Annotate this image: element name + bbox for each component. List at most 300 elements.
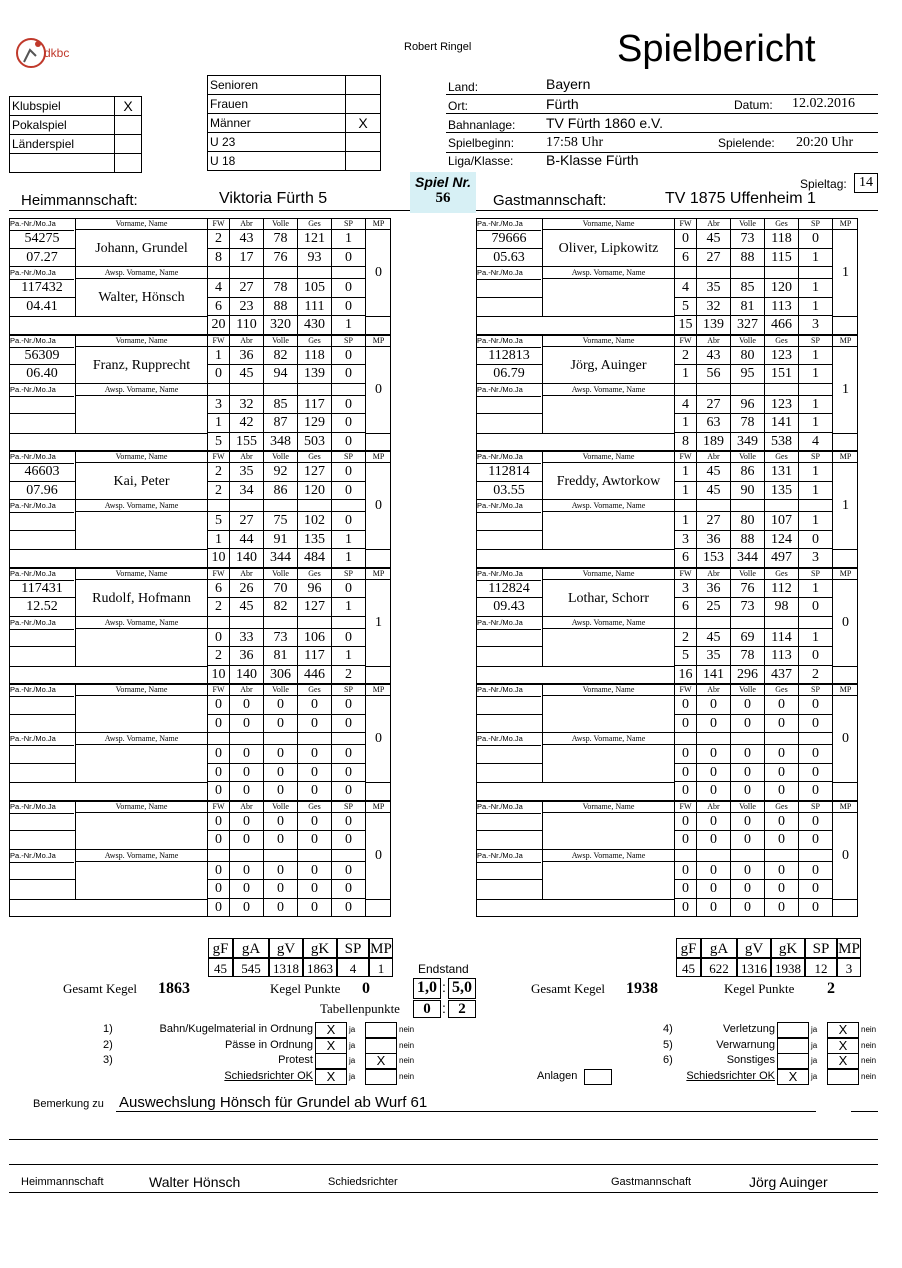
total-cell: 0 [798,782,832,801]
totals-header: MP [369,938,393,958]
player-pa: 112814 [476,463,542,482]
total-cell: 2 [331,666,365,685]
score-cell: 0 [229,813,263,832]
score-cell: 0 [229,831,263,850]
total-cell: 466 [764,316,798,335]
score-cell: 117 [297,396,331,415]
check-nein-box[interactable] [827,1069,859,1085]
score-cell: 88 [263,298,297,317]
nein-label: nein [399,1071,415,1081]
total-cell: 0 [798,899,832,918]
score-cell: 27 [696,512,730,531]
mp-cell: 0 [365,696,391,782]
check-nein-box[interactable]: X [827,1053,859,1069]
score-cell: 85 [263,396,297,415]
score-cell: 0 [730,715,764,734]
score-cell: 4 [674,396,696,415]
col-header-pa: Pa.-Nr./Mo.Ja [477,335,541,348]
total-cell: 5 [207,433,229,452]
category-mark[interactable] [346,95,381,114]
score-cell: 120 [764,279,798,298]
mp-total-cell [365,666,391,685]
empty-cell [798,733,832,745]
sub-pa [476,629,542,648]
player-name [542,696,674,733]
col-header-mp: MP [365,218,391,230]
col-header-volle: Volle [730,218,764,230]
score-cell: 85 [730,279,764,298]
col-header-volle: Volle [730,801,764,813]
score-cell: 0 [331,298,365,317]
score-cell: 0 [263,813,297,832]
total-row-left [9,433,207,452]
bahn-label: Bahnanlage: [448,118,516,132]
mp-cell: 0 [365,813,391,899]
col-header-pa: Pa.-Nr./Mo.Ja [477,568,541,581]
score-cell: 0 [764,813,798,832]
player-pa: 56309 [9,347,75,366]
total-cell: 497 [764,549,798,568]
total-cell: 320 [263,316,297,335]
score-cell: 0 [331,831,365,850]
col-header-abr: Abr [229,218,263,230]
score-cell: 82 [263,347,297,366]
sub-moja [9,647,75,666]
col-header-abr: Abr [696,335,730,347]
score-cell: 1 [798,279,832,298]
score-cell: 0 [331,365,365,384]
col-header-awsp: Awsp. Vorname, Name [75,733,207,745]
score-cell: 2 [207,463,229,482]
col-header-awsp: Awsp. Vorname, Name [75,850,207,862]
check-row [660,1053,890,1068]
score-cell: 135 [764,482,798,501]
col-header-volle: Volle [263,568,297,580]
mp-cell: 0 [832,813,858,899]
empty-cell [764,267,798,279]
score-cell: 1 [207,414,229,433]
col-header-name: Vorname, Name [542,451,674,463]
category-mark[interactable] [346,152,381,171]
total-cell: 10 [207,666,229,685]
score-cell: 0 [730,764,764,783]
player-pa [476,813,542,832]
totals-header: SP [805,938,837,958]
mp-total-cell [365,316,391,335]
col-header-pa: Pa.-Nr./Mo.Ja [10,500,74,513]
col-header-fw: FW [207,801,229,813]
score-cell: 0 [331,249,365,268]
col-header-ges: Ges [297,218,331,230]
total-cell: 538 [764,433,798,452]
score-cell: 0 [263,764,297,783]
score-cell: 0 [297,715,331,734]
col-header-sp: SP [798,801,832,813]
score-cell: 45 [696,629,730,648]
player-moja: 07.27 [9,249,75,268]
score-cell: 86 [730,463,764,482]
empty-cell [331,267,365,279]
score-cell: 0 [263,862,297,881]
score-cell: 0 [730,862,764,881]
score-cell: 0 [730,696,764,715]
score-cell: 0 [331,463,365,482]
check-nein-box[interactable]: X [365,1053,397,1069]
score-cell: 33 [229,629,263,648]
mp-cell: 1 [832,230,858,316]
check-nein-box[interactable]: X [827,1038,859,1054]
game_type-label: Klubspiel [10,97,115,116]
score-cell: 1 [798,463,832,482]
total-cell: 1 [331,316,365,335]
check-ja-box[interactable] [315,1053,347,1069]
score-cell: 102 [297,512,331,531]
sub-moja [9,531,75,550]
score-cell: 2 [207,647,229,666]
check-ja-box[interactable] [777,1022,809,1038]
ja-label: ja [349,1071,356,1081]
sig-guest: Jörg Auinger [749,1174,828,1190]
score-cell: 0 [798,813,832,832]
col-header-ges: Ges [297,801,331,813]
score-cell: 0 [696,831,730,850]
score-cell: 107 [764,512,798,531]
home-team: Viktoria Fürth 5 [219,190,328,207]
totals-header: MP [837,938,861,958]
empty-cell [764,384,798,396]
check-ja-box[interactable]: X [315,1022,347,1038]
empty-cell [331,384,365,396]
check-row [660,1069,890,1084]
score-cell: 81 [730,298,764,317]
sub-pa: 117432 [9,279,75,298]
score-cell: 87 [263,414,297,433]
score-cell: 78 [730,647,764,666]
score-cell: 124 [764,531,798,550]
score-cell: 88 [730,531,764,550]
col-header-name: Vorname, Name [75,801,207,813]
total-row-left [476,549,674,568]
author: Robert Ringel [404,41,472,53]
ja-label: ja [811,1056,818,1065]
score-cell: 0 [674,696,696,715]
empty-cell [331,617,365,629]
score-cell: 56 [696,365,730,384]
score-cell: 0 [331,482,365,501]
empty-cell [263,617,297,629]
col-header-pa: Pa.-Nr./Mo.Ja [477,384,541,397]
score-cell: 113 [764,298,798,317]
total-cell: 484 [297,549,331,568]
mp-cell: 1 [832,463,858,549]
empty-cell [331,500,365,512]
col-header-pa: Pa.-Nr./Mo.Ja [10,684,74,697]
player-name [75,813,207,850]
score-cell: 112 [764,580,798,599]
anlagen-box[interactable] [584,1069,612,1085]
score-cell: 96 [730,396,764,415]
score-cell: 0 [263,880,297,899]
score-cell: 1 [798,512,832,531]
col-header-fw: FW [674,684,696,696]
total-cell: 0 [331,899,365,918]
total-cell: 0 [696,899,730,918]
sub-moja [476,764,542,783]
player-moja [9,715,75,734]
score-cell: 1 [798,365,832,384]
game_type-mark[interactable]: X [115,97,142,116]
score-cell: 0 [764,831,798,850]
score-cell: 45 [696,482,730,501]
total-cell: 344 [263,549,297,568]
score-cell: 26 [229,580,263,599]
player-name: Lothar, Schorr [542,580,674,617]
score-cell: 93 [297,249,331,268]
empty-cell [297,733,331,745]
col-header-name: Vorname, Name [75,568,207,580]
category-box [207,75,381,171]
score-cell: 0 [798,715,832,734]
score-cell: 45 [696,463,730,482]
col-header-sp: SP [331,684,365,696]
score-cell: 5 [674,298,696,317]
score-cell: 1 [798,482,832,501]
total-cell: 153 [696,549,730,568]
total-cell: 0 [331,782,365,801]
score-cell: 35 [229,463,263,482]
score-cell: 0 [798,696,832,715]
score-cell: 0 [207,880,229,899]
col-header-awsp: Awsp. Vorname, Name [75,384,207,396]
score-cell: 151 [764,365,798,384]
player-moja: 12.52 [9,598,75,617]
score-cell: 0 [798,862,832,881]
col-header-name: Vorname, Name [542,568,674,580]
sub-name [542,396,674,433]
score-cell: 0 [798,598,832,617]
col-header-mp: MP [832,568,858,580]
total-cell: 446 [297,666,331,685]
empty-cell [229,733,263,745]
score-cell: 27 [229,512,263,531]
score-cell: 0 [764,745,798,764]
score-cell: 0 [331,880,365,899]
guest-kegel-punkte: 2 [827,980,835,997]
totals-header: gF [208,938,233,958]
total-cell: 110 [229,316,263,335]
score-cell: 0 [730,813,764,832]
col-header-volle: Volle [263,218,297,230]
score-cell: 0 [764,715,798,734]
score-cell: 0 [229,745,263,764]
player-pa: 54275 [9,230,75,249]
mp-cell: 0 [832,580,858,666]
col-header-mp: MP [365,451,391,463]
score-cell: 123 [764,396,798,415]
empty-cell [730,384,764,396]
empty-cell [207,500,229,512]
sub-pa [476,279,542,298]
score-cell: 0 [207,629,229,648]
score-cell: 0 [229,696,263,715]
check-nein-box[interactable] [365,1022,397,1038]
game_type-mark[interactable] [115,135,142,154]
col-header-ges: Ges [764,451,798,463]
total-cell: 1 [331,549,365,568]
col-header-sp: SP [331,801,365,813]
totals-header: SP [337,938,369,958]
total-cell: 0 [674,899,696,918]
empty-cell [207,850,229,862]
score-cell: 111 [297,298,331,317]
col-header-abr: Abr [696,684,730,696]
endstand-label: Endstand [418,962,469,976]
score-cell: 3 [674,580,696,599]
total-row-left [9,899,207,918]
score-cell: 1 [798,249,832,268]
col-header-abr: Abr [229,568,263,580]
col-header-pa: Pa.-Nr./Mo.Ja [10,733,74,746]
col-header-fw: FW [674,218,696,230]
totals-value: 545 [233,958,269,977]
score-cell: 0 [207,764,229,783]
col-header-ges: Ges [297,335,331,347]
mp-total-cell [832,433,858,452]
empty-cell [696,500,730,512]
nein-label: nein [861,1071,877,1081]
sub-pa [9,862,75,881]
col-header-pa: Pa.-Nr./Mo.Ja [10,218,74,231]
score-cell: 0 [263,715,297,734]
category-mark[interactable] [346,76,381,95]
check-ja-box[interactable] [777,1038,809,1054]
ort-label: Ort: [448,99,468,113]
col-header-fw: FW [207,684,229,696]
empty-cell [207,384,229,396]
nein-label: nein [399,1056,415,1065]
total-cell: 3 [798,549,832,568]
nein-label: nein [399,1025,415,1034]
score-cell: 1 [674,482,696,501]
score-cell: 76 [263,249,297,268]
col-header-mp: MP [832,451,858,463]
score-cell: 135 [297,531,331,550]
col-header-abr: Abr [229,801,263,813]
score-cell: 0 [263,696,297,715]
ja-label: ja [811,1040,818,1050]
score-cell: 86 [263,482,297,501]
empty-cell [229,850,263,862]
total-cell: 3 [798,316,832,335]
total-cell: 155 [229,433,263,452]
player-name: Rudolf, Hofmann [75,580,207,617]
check-row [100,1053,415,1068]
game_type-mark[interactable] [115,116,142,135]
col-header-mp: MP [365,684,391,696]
score-cell: 0 [798,647,832,666]
mp-cell: 1 [832,347,858,433]
col-header-mp: MP [365,335,391,347]
guest-label: Gastmannschaft: [493,192,607,209]
category-mark[interactable] [346,133,381,152]
col-header-volle: Volle [263,335,297,347]
empty-cell [730,850,764,862]
col-header-volle: Volle [730,451,764,463]
total-cell: 2 [798,666,832,685]
empty-cell [730,500,764,512]
total-cell: 141 [696,666,730,685]
check-label: Sonstiges [726,1054,775,1066]
score-cell: 0 [207,831,229,850]
score-cell: 63 [696,414,730,433]
player-moja: 03.55 [476,482,542,501]
check-row [660,1038,890,1053]
totals-value: 45 [208,958,233,977]
check-nein-box[interactable] [365,1038,397,1054]
check-label: Verwarnung [716,1038,775,1051]
empty-cell [764,733,798,745]
score-cell: 43 [229,230,263,249]
score-cell: 25 [696,598,730,617]
check-ja-box[interactable]: X [777,1069,809,1085]
score-cell: 0 [798,531,832,550]
category-mark[interactable]: X [346,114,381,133]
empty-cell [297,500,331,512]
score-cell: 32 [696,298,730,317]
col-header-name: Vorname, Name [75,335,207,347]
score-cell: 6 [674,598,696,617]
total-row-left [9,549,207,568]
check-ja-box[interactable]: X [315,1069,347,1085]
beginn-label: Spielbeginn: [448,136,515,150]
game_type-mark[interactable] [115,154,142,173]
score-cell: 27 [696,396,730,415]
totals-value: 1 [369,958,393,977]
sub-pa [476,862,542,881]
col-header-abr: Abr [696,801,730,813]
check-nein-box[interactable] [365,1069,397,1085]
total-row-left [476,899,674,918]
score-cell: 0 [331,279,365,298]
total-cell: 0 [674,782,696,801]
totals-value: 12 [805,958,837,977]
sub-pa [476,745,542,764]
gesamt-label-guest: Gesamt Kegel [531,981,606,996]
category-label: Frauen [208,95,346,114]
col-header-sp: SP [331,335,365,347]
col-header-abr: Abr [696,218,730,230]
score-cell: 0 [674,230,696,249]
score-cell: 34 [229,482,263,501]
empty-cell [229,617,263,629]
col-header-ges: Ges [764,801,798,813]
game_type-label: Länderspiel [10,135,115,154]
score-cell: 123 [764,347,798,366]
total-cell: 10 [207,549,229,568]
sub-moja [9,764,75,783]
game_type-row [10,97,142,116]
check-nein-box[interactable]: X [827,1022,859,1038]
col-header-fw: FW [674,568,696,580]
score-cell: 129 [297,414,331,433]
totals-header: gV [737,938,771,958]
check-ja-box[interactable]: X [315,1038,347,1054]
empty-cell [263,267,297,279]
check-ja-box[interactable] [777,1053,809,1069]
spieltag-value: 14 [854,173,878,193]
player-name: Franz, Rupprecht [75,347,207,384]
score-cell: 0 [798,230,832,249]
